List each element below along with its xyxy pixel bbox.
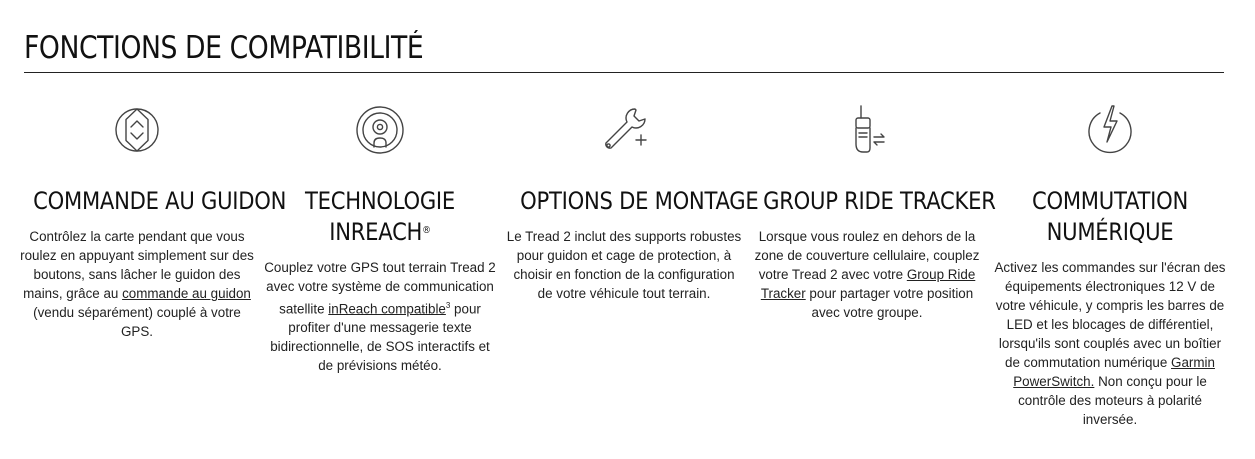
feature-group-ride-tracker	[749, 100, 996, 322]
group-ride-tracker-link[interactable]: Group Ride Tracker	[760, 267, 976, 301]
section-title: FONCTIONS DE COMPATIBILITÉ	[24, 30, 424, 66]
feature-description: Activez les commandes sur l'écran des équipements électroniques 12 V de votre véhicule, y compris les barres de LED et les blocages de différentiel, lorsqu'ils sont couplés avec un boîtier de commutation numérique Garmin PowerSwitch. Non conçu pour le contrôle des moteurs à polarité inversée.	[994, 260, 1226, 427]
inreach-icon	[350, 100, 410, 160]
wrench-plus-icon	[594, 100, 654, 160]
garmin-powerswitch-link[interactable]: Garmin PowerSwitch.	[1013, 355, 1215, 389]
feature-title: COMMUTATION NUMÉRIQUE	[1031, 187, 1188, 246]
feature-title: OPTIONS DE MONTAGE	[520, 187, 759, 215]
power-bolt-icon	[1080, 100, 1140, 160]
title-divider	[24, 72, 1224, 73]
feature-mounting-options	[506, 100, 759, 303]
feature-description: Le Tread 2 inclut des supports robustes pour guidon et cage de protection, à choisir en fonction de la configuration de votre véhicule tout terrain.	[506, 229, 742, 301]
handlebar-control-icon	[107, 100, 167, 160]
feature-description: Couplez votre GPS tout terrain Tread 2 avec votre système de communication satellite inReach compatible$^3$ pour profiter d'une messagerie texte bidirectionnelle, de SOS interactifs et de prévisions météo.	[264, 260, 496, 374]
inreach-compatible-link[interactable]: inReach compatible	[328, 301, 446, 317]
feature-description: Lorsque vous roulez en dehors de la zone de couverture cellulaire, couplez votre Tread 2 avec votre Group Ride Tracker pour partager votre position avec votre groupe.	[754, 229, 980, 320]
handlebar-control-link[interactable]: commande au guidon	[122, 286, 251, 301]
feature-title: TECHNOLOGIE INREACH®	[305, 187, 455, 246]
feature-title: GROUP RIDE TRACKER	[763, 187, 996, 215]
radio-tracker-icon	[837, 100, 897, 160]
feature-description: Contrôlez la carte pendant que vous roulez en appuyant simplement sur des boutons, sans lâcher le guidon des mains, grâce au commande au guidon (vendu séparément) couplé à votre GPS.	[20, 229, 254, 339]
feature-handlebar-control	[19, 100, 287, 341]
feature-digital-switching	[992, 100, 1228, 429]
feature-title: COMMANDE AU GUIDON	[33, 187, 287, 215]
feature-inreach	[262, 100, 498, 375]
